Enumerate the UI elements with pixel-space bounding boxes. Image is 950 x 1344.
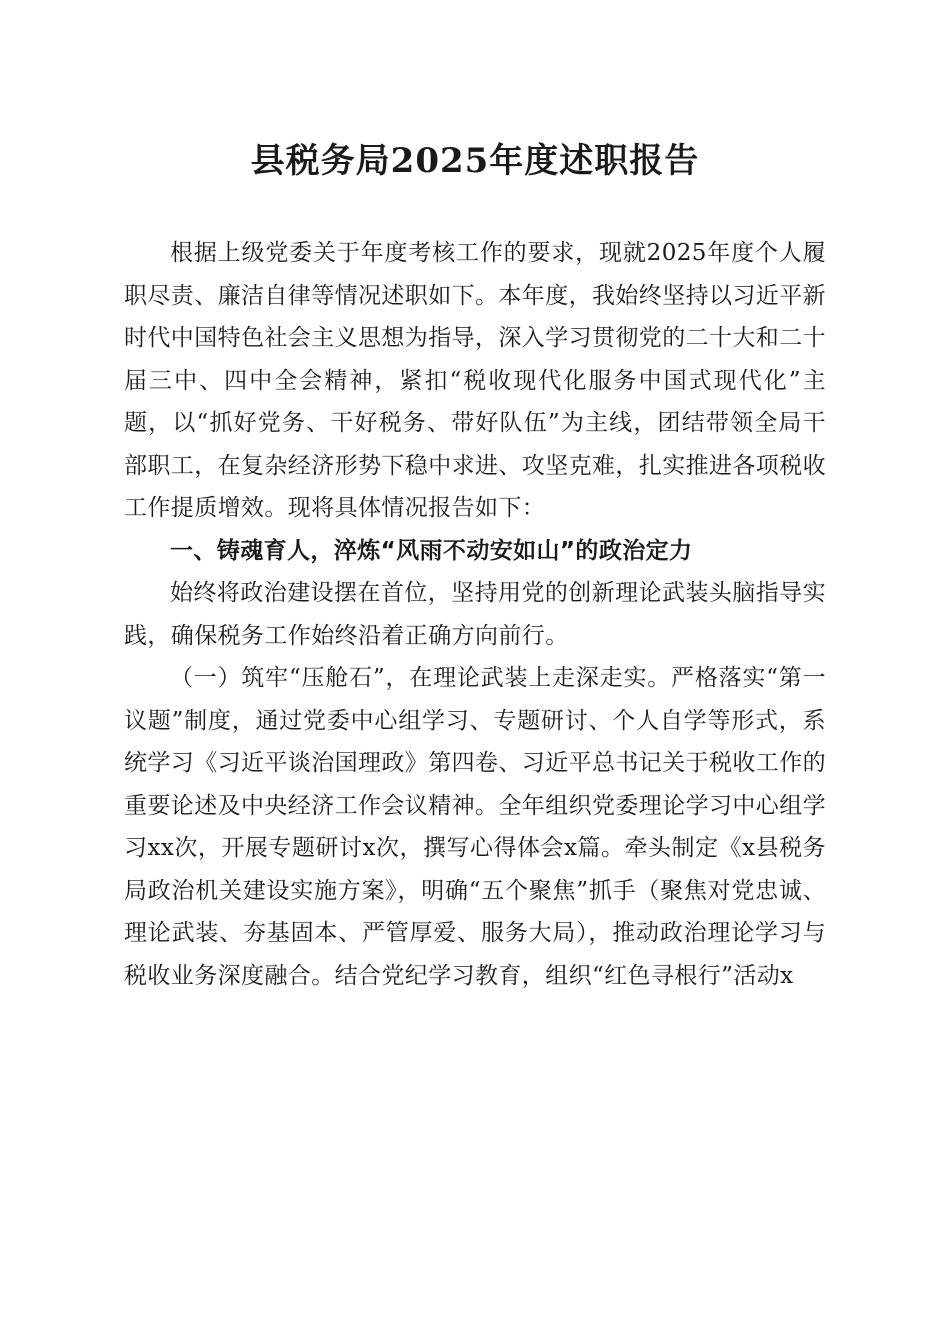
subsection-title: （一）筑牢“压舱石”，在理论武装上走深走实。: [170, 665, 672, 691]
section-heading: 一、铸魂育人，淬炼“风雨不动安如山”的政治定力: [170, 537, 693, 564]
subsection-text: 严格落实“第一议题”制度，通过党委中心组学习、专题研讨、个人自学等形式，系统学习《习近平谈治国理政》第四卷、习近平总书记关于税收工作的重要论述及中央经济工作会议精神。全年组织党委理论学习中心组学习xx次，开展专题研讨x次，撰写心得体会x篇。牵头制定《x县税务局政治机关建设实施方案》，明确“五个聚焦”抓手（聚焦对党忠诚、理论武装、夯基固本、严管厚爱、服务大局），推动政治理论学习与税收业务深度融合。结合党纪学习教育，组织“红色寻根行”活动x: [124, 665, 826, 989]
document-title: 县税务局2025年度述职报告: [250, 141, 700, 181]
document-body: [124, 232, 826, 997]
section-lead-paragraph: 始终将政治建设摆在首位，坚持用党的创新理论武装头脑指导实践，确保税务工作始终沿着正确方向前行。: [124, 580, 826, 649]
intro-paragraph: 根据上级党委关于年度考核工作的要求，现就2025年度个人履职尽责、廉洁自律等情况述职如下。本年度，我始终坚持以习近平新时代中国特色社会主义思想为指导，深入学习贯彻党的二十大和二十届三中、四中全会精神，紧扣“税收现代化服务中国式现代化”主题，以“抓好党务、干好税务、带好队伍”为主线，团结带领全局干部职工，在复杂经济形势下稳中求进、攻坚克难，扎实推进各项税收工作提质增效。现将具体情况报告如下：: [124, 240, 826, 521]
subsection-paragraph: [124, 657, 826, 997]
